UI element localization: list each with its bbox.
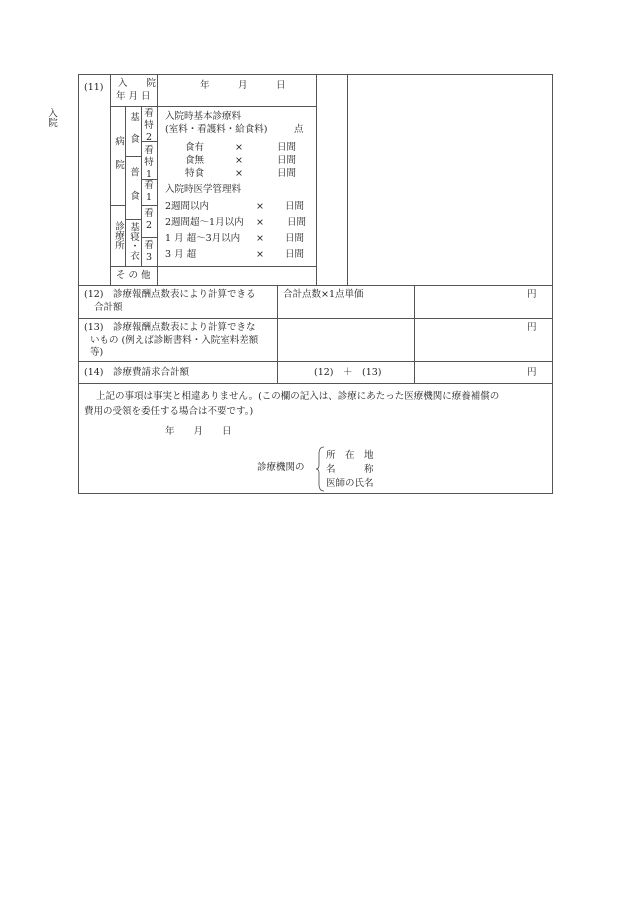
row14-label: (14) 診療費請求合計額 — [84, 367, 190, 378]
period-label: 3 月 超 — [165, 249, 197, 260]
multiply-sign: × — [256, 201, 264, 212]
section-11-number: (11) — [84, 82, 104, 93]
multiply-sign: × — [256, 249, 264, 260]
days-unit: 日間 — [277, 142, 297, 153]
fushoku-label: 普食 — [128, 167, 139, 214]
clinic-label: 診療所 — [113, 221, 124, 250]
days-unit: 日間 — [285, 201, 305, 212]
divider — [125, 156, 141, 157]
days-unit: 日間 — [277, 168, 297, 179]
divider — [141, 205, 157, 206]
row12-label: (12) 診療報酬点数表により計算できる — [84, 289, 256, 300]
meal-label: 特食 — [185, 168, 205, 179]
institution-label: 診療機関の — [257, 462, 305, 473]
divider — [78, 383, 553, 384]
admission-date-label: 入 院 — [118, 78, 157, 89]
period-label: 1 月 超～3月以内 — [165, 233, 241, 244]
admission-date-label-2: 年 月 日 — [116, 91, 151, 102]
multiply-sign: × — [235, 155, 243, 166]
kishin-label: 基寝・衣 — [128, 222, 139, 260]
kishoku-label: 基食 — [128, 112, 139, 155]
grade-label: 看3 — [144, 240, 154, 263]
address-field[interactable]: 所 在 地 — [326, 450, 374, 461]
meal-label: 食有 — [185, 142, 205, 153]
divider — [110, 266, 316, 267]
row14-formula: (12) ＋ (13) — [314, 367, 382, 378]
divider — [347, 74, 348, 286]
statement-text: 上記の事項は事実と相違ありません。(この欄の記入は、診療にあたった医療機関に療養補償の — [96, 391, 500, 402]
divider — [78, 361, 553, 362]
yen-unit: 円 — [527, 367, 537, 378]
multiply-sign: × — [256, 217, 264, 228]
basic-fee-title: 入院時基本診療料 — [165, 111, 242, 122]
divider — [125, 106, 126, 266]
grade-label: 看2 — [144, 208, 154, 231]
row13-label: (13) 診療報酬点数表により計算できな — [84, 322, 256, 333]
doctor-name-field[interactable]: 医師の氏名 — [326, 478, 374, 489]
statement-date[interactable]: 年 月 日 — [165, 426, 232, 437]
management-fee-title: 入院時医学管理料 — [165, 184, 242, 195]
basic-fee-subtitle: (室料・看護料・給食料) — [165, 124, 268, 135]
admission-date-field[interactable]: 年 月 日 — [200, 80, 286, 91]
statement-text-2: 費用の受領を委任する場合は不要です。) — [84, 406, 254, 417]
meal-label: 食無 — [185, 155, 205, 166]
divider — [414, 285, 415, 383]
grade-label: 看特1 — [144, 145, 154, 180]
divider — [110, 205, 125, 206]
days-unit: 日間 — [277, 155, 297, 166]
other-label: そ の 他 — [116, 270, 151, 281]
period-label: 2週間以内 — [165, 201, 210, 212]
divider — [125, 219, 141, 220]
admission-label: 入院 — [46, 108, 57, 127]
row13-label-3: 等) — [90, 347, 104, 358]
period-label: 2週間超～1月以内 — [165, 217, 244, 228]
divider — [78, 318, 553, 319]
divider — [141, 106, 142, 266]
multiply-sign: × — [235, 168, 243, 179]
section-11-vertical-label — [46, 108, 96, 208]
days-unit: 日間 — [285, 233, 305, 244]
multiply-sign: × — [235, 142, 243, 153]
divider — [277, 285, 278, 383]
row12-formula: 合計点数×1点単価 — [283, 289, 364, 300]
divider — [141, 237, 157, 238]
days-unit: 日間 — [285, 249, 305, 260]
brace-icon — [315, 446, 325, 492]
points-unit: 点 — [294, 124, 304, 135]
divider — [316, 74, 317, 286]
grade-label: 看特2 — [144, 108, 154, 143]
row13-label-2: いもの (例えば診断書料・入院室料差額 — [90, 335, 259, 346]
multiply-sign: × — [256, 233, 264, 244]
hospital-label: 病院 — [113, 136, 124, 183]
grade-label: 看1 — [144, 180, 154, 203]
name-field[interactable]: 名 称 — [326, 464, 374, 475]
yen-unit: 円 — [527, 289, 537, 300]
row12-label-2: 合計額 — [94, 302, 123, 313]
days-unit: 日間 — [287, 217, 307, 228]
yen-unit: 円 — [527, 322, 537, 333]
